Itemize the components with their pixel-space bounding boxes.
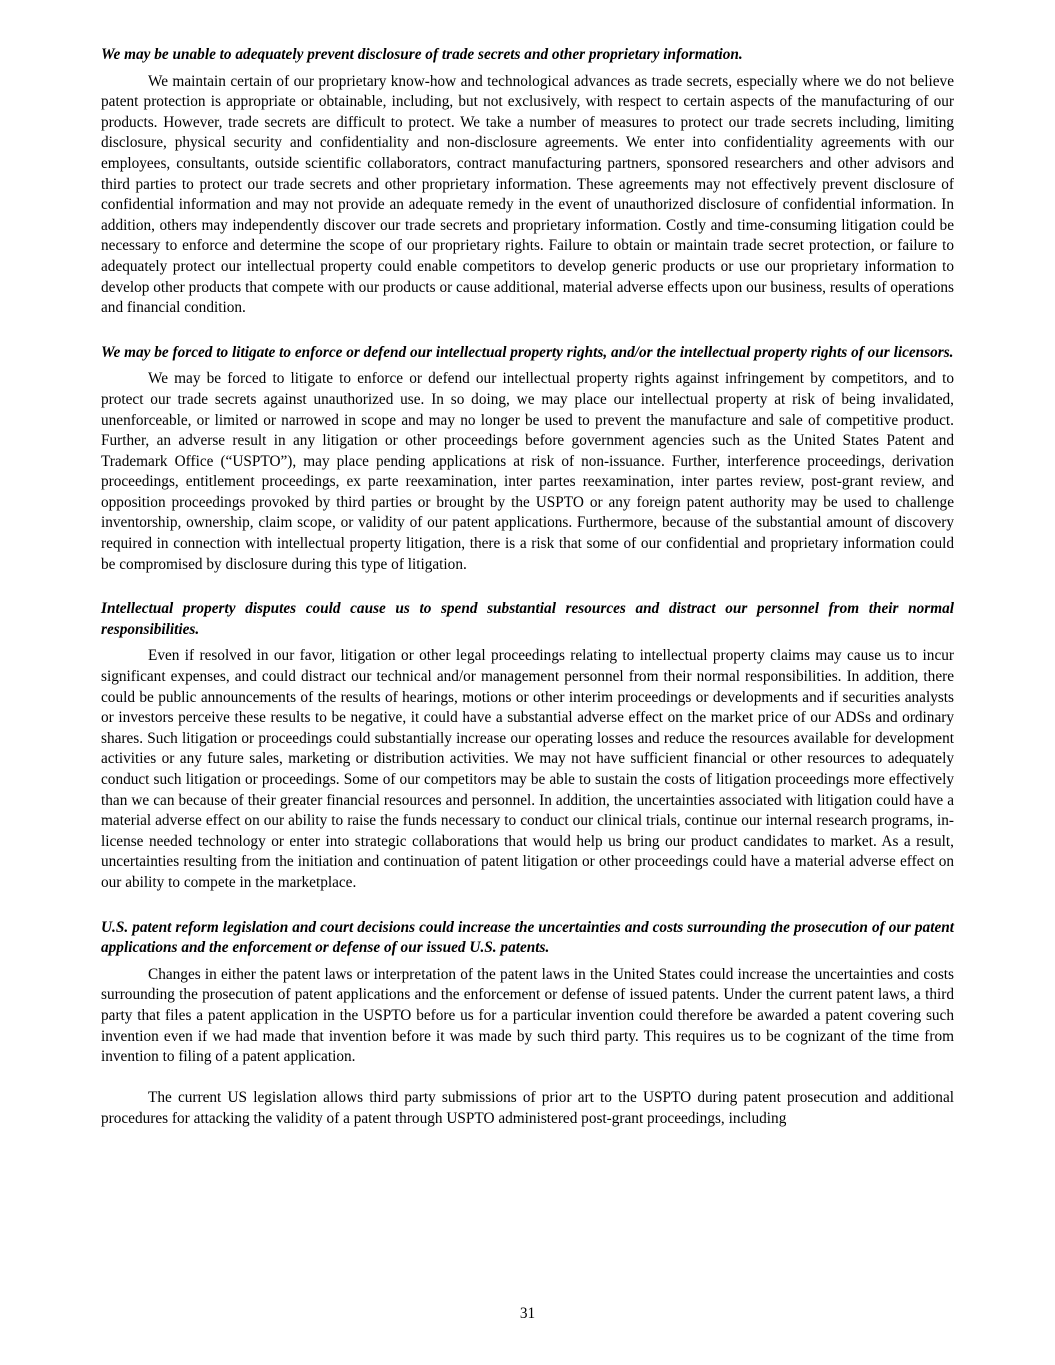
paragraph: We may be forced to litigate to enforce or defend our intellectual property rights against infringement by competitors, and to protect our trade secrets against unauthorized use. In so doing, we may place our intellectual property at risk of being invalidated, unenforceable, or limited or narrowed in scope and may no longer be used to prevent the manufacture and sale of competitive product. Further, an adverse result in any litigation or other proceedings before government agencies such as the United States Patent and Trademark Office (“USPTO”), may place pending applications at risk of non-issuance. Further, interference proceedings, derivation proceedings, entitlement proceedings, ex parte reexamination, inter partes reexamination, inter partes review, post-grant review, and opposition proceedings provoked by third parties or brought by the USPTO or any foreign patent authority may be used to challenge inventorship, ownership, claim scope, or validity of our patent applications. Furthermore, because of the substantial amount of discovery required in connection with intellectual property litigation, there is a risk that some of our confidential and proprietary information could be compromised by disclosure during this type of litigation. xyxy=(101,370,954,573)
section-trade-secrets xyxy=(101,45,954,319)
section-heading: We may be forced to litigate to enforce or defend our intellectual property rights, and/or the intellectual property rights of our licensors. xyxy=(101,343,954,361)
section-ip-disputes xyxy=(101,599,954,893)
paragraph: Even if resolved in our favor, litigation or other legal proceedings relating to intellectual property claims may cause us to incur significant expenses, and could distract our technical and/or management personnel from their normal responsibilities. In addition, there could be public announcements of the results of hearings, motions or other interim proceedings or developments and if securities analysts or investors perceive these results to be negative, it could have a substantial adverse effect on the market price of our ADSs and ordinary shares. Such litigation or proceedings could substantially increase our operating losses and reduce the resources available for development activities or any future sales, marketing or distribution activities. We may not have sufficient financial or other resources to adequately conduct such litigation or proceedings. Some of our competitors may be able to sustain the costs of litigation proceedings more effectively than we can because of their greater financial resources and personnel. In addition, the uncertainties associated with litigation could have a material adverse effect on our ability to raise the funds necessary to conduct our clinical trials, continue our internal research programs, in-license needed technology or enter into strategic collaborations that would help us bring our product candidates to market. As a result, uncertainties resulting from the initiation and continuation of patent litigation or other proceedings could have a material adverse effect on our ability to compete in the marketplace. xyxy=(101,647,954,891)
paragraph: The current US legislation allows third party submissions of prior art to the USPTO during patent prosecution and additional procedures for attacking the validity of a patent through USPTO administered post-grant proceedings, including xyxy=(101,1089,954,1127)
section-patent-reform xyxy=(101,918,954,1130)
document-page xyxy=(101,45,954,1154)
page-number: 31 xyxy=(519,1305,536,1322)
section-heading: U.S. patent reform legislation and court decisions could increase the uncertainties and costs surrounding the prosecution of our patent applications and the enforcement or defense of our issued U.S. patents. xyxy=(101,918,954,957)
section-heading: We may be unable to adequately prevent disclosure of trade secrets and other proprietary information. xyxy=(101,46,743,63)
paragraph: We maintain certain of our proprietary know-how and technological advances as trade secrets, especially where we do not believe patent protection is appropriate or obtainable, including, but not exclusively, with respect to certain aspects of the manufacturing of our products. However, trade secrets are difficult to protect. We take a number of measures to protect our trade secrets including, limiting disclosure, physical security and confidentiality and non-disclosure agreements. We enter into confidentiality agreements with our employees, consultants, outside scientific collaborators, contract manufacturing partners, sponsored researchers and other advisors and third parties to protect our trade secrets and other proprietary information. These agreements may not effectively prevent disclosure of confidential information and may not provide an adequate remedy in the event of unauthorized disclosure of confidential information. In addition, others may independently discover our trade secrets and proprietary information. Costly and time-consuming litigation could be necessary to enforce and determine the scope of our proprietary rights. Failure to obtain or maintain trade secret protection, or failure to adequately protect our intellectual property could enable competitors to develop generic products or use our proprietary information to develop other products that compete with our products or cause additional, material adverse effects upon our business, results of operations and financial condition. xyxy=(101,72,954,317)
section-heading: Intellectual property disputes could cause us to spend substantial resources and distract our personnel from their normal responsibilities. xyxy=(101,600,954,638)
paragraph: Changes in either the patent laws or interpretation of the patent laws in the United States could increase the uncertainties and costs surrounding the prosecution of patent applications and the enforcement or defense of issued patents. Under the current patent laws, a third party that files a patent application in the USPTO before us for a particular invention could therefore be awarded a patent covering such invention even if we had made that invention before it was made by such third party. This requires us to be cognizant of the time from invention to filing of a patent application. xyxy=(101,965,954,1066)
section-litigation xyxy=(101,343,954,576)
